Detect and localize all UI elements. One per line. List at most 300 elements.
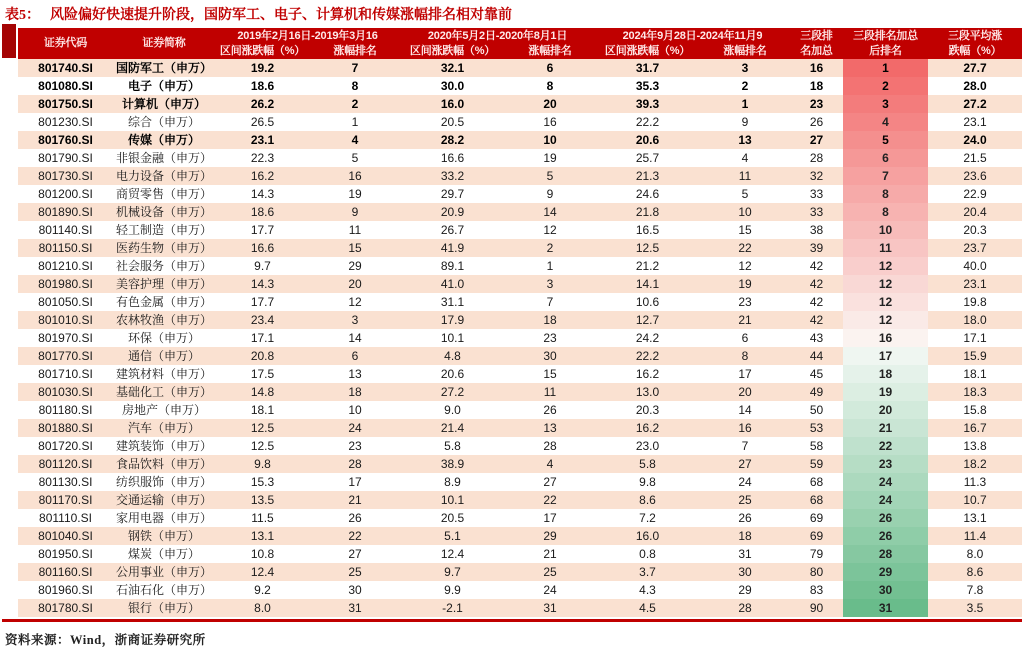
p1-rank-cell: 19 bbox=[348, 187, 362, 201]
p1-change-cell: 12.5 bbox=[250, 439, 275, 453]
p2-rank-cell: 14 bbox=[505, 203, 595, 221]
p1-change-cell: 22.3 bbox=[250, 151, 275, 165]
p1-rank-cell: 18 bbox=[310, 383, 400, 401]
p3-change-cell: 12.5 bbox=[595, 239, 700, 257]
p1-rank-cell: 29 bbox=[348, 259, 362, 273]
p1-rank-cell: 8 bbox=[351, 79, 359, 93]
table-row bbox=[18, 77, 1022, 95]
p3-change-cell: 9.8 bbox=[639, 475, 656, 489]
p3-change-cell: 7.2 bbox=[639, 511, 656, 525]
avg-change-cell: 23.6 bbox=[928, 167, 1022, 185]
security-name-cell: 公用事业（申万） bbox=[113, 563, 215, 581]
p3-rank-cell: 16 bbox=[700, 419, 790, 437]
p2-change-cell: 9.7 bbox=[400, 563, 505, 581]
p1-change-cell: 17.7 bbox=[250, 295, 275, 309]
table-row bbox=[18, 545, 1022, 563]
col-header-name: 证券简称 bbox=[113, 28, 215, 59]
rank-sum-cell: 42 bbox=[790, 275, 843, 293]
p2-change-cell: 41.0 bbox=[400, 275, 505, 293]
p3-rank-cell: 20 bbox=[700, 383, 790, 401]
p3-change-cell: 22.2 bbox=[595, 347, 700, 365]
p1-change-cell: 17.7 bbox=[250, 223, 275, 237]
p3-change-cell: 16.2 bbox=[595, 419, 700, 437]
security-code-cell: 801110.SI bbox=[39, 511, 92, 525]
p3-change-cell: 21.8 bbox=[595, 203, 700, 221]
avg-change-cell: 7.8 bbox=[966, 583, 984, 597]
rank-sum-cell: 38 bbox=[809, 223, 824, 237]
p3-rank-cell: 10 bbox=[700, 203, 790, 221]
p2-rank-cell: 19 bbox=[543, 151, 557, 165]
security-name-cell: 电力设备（申万） bbox=[113, 167, 215, 185]
security-code-cell: 801050.SI bbox=[38, 295, 93, 309]
col-header-p2-rank: 涨幅排名 bbox=[505, 44, 595, 59]
final-rank-cell: 5 bbox=[843, 131, 928, 149]
security-code-cell: 801750.SI bbox=[18, 95, 113, 113]
p3-rank-cell: 27 bbox=[700, 455, 790, 473]
p3-rank-cell: 14 bbox=[738, 403, 752, 417]
p1-rank-cell: 25 bbox=[310, 563, 400, 581]
final-rank-cell: 31 bbox=[843, 599, 928, 617]
security-name-cell: 汽车（申万） bbox=[113, 419, 215, 437]
rank-sum-cell: 28 bbox=[809, 151, 824, 165]
table-row bbox=[18, 167, 1022, 185]
security-name-cell: 银行（申万） bbox=[113, 599, 215, 617]
security-code-cell: 801770.SI bbox=[18, 347, 113, 365]
col-header-p1-rank: 涨幅排名 bbox=[310, 44, 400, 59]
p1-change-cell: 23.4 bbox=[215, 311, 310, 329]
table-row bbox=[18, 329, 1022, 347]
p2-rank-cell: 20 bbox=[505, 95, 595, 113]
p3-rank-cell: 30 bbox=[700, 563, 790, 581]
p1-change-cell: 17.5 bbox=[250, 367, 275, 381]
p3-change-cell: 16.5 bbox=[635, 223, 660, 237]
p1-rank-cell: 11 bbox=[348, 223, 362, 237]
p2-change-cell: 26.7 bbox=[440, 223, 465, 237]
table-row bbox=[18, 581, 1022, 599]
p3-change-cell: 4.5 bbox=[595, 599, 700, 617]
avg-change-cell: 17.1 bbox=[963, 331, 987, 345]
p3-rank-cell: 8 bbox=[700, 347, 790, 365]
p1-rank-cell: 5 bbox=[351, 151, 359, 165]
p3-change-cell: 24.2 bbox=[635, 331, 660, 345]
security-name-cell: 房地产（申万） bbox=[121, 403, 206, 417]
table-row bbox=[18, 527, 1022, 545]
final-rank-cell: 10 bbox=[843, 221, 928, 239]
p2-rank-cell: 9 bbox=[546, 187, 554, 201]
avg-change-cell: 10.7 bbox=[928, 491, 1022, 509]
col-header-p3-rank: 涨幅排名 bbox=[700, 44, 790, 59]
security-name-cell: 钢铁（申万） bbox=[113, 527, 215, 545]
final-rank-cell: 12 bbox=[843, 311, 928, 329]
p2-rank-cell: 15 bbox=[543, 367, 557, 381]
p3-change-cell: 24.6 bbox=[635, 187, 660, 201]
p2-change-cell: 20.9 bbox=[400, 203, 505, 221]
avg-change-cell: 40.0 bbox=[963, 259, 987, 273]
p2-rank-cell: 25 bbox=[505, 563, 595, 581]
p1-rank-cell: 27 bbox=[348, 547, 362, 561]
p2-rank-cell: 5 bbox=[505, 167, 595, 185]
p3-rank-cell: 11 bbox=[700, 167, 790, 185]
security-code-cell: 801980.SI bbox=[18, 275, 113, 293]
p1-rank-cell: 15 bbox=[310, 239, 400, 257]
p2-change-cell: 5.1 bbox=[400, 527, 505, 545]
final-rank-cell: 3 bbox=[843, 95, 928, 113]
security-code-cell: 801210.SI bbox=[38, 259, 93, 273]
rank-sum-cell: 58 bbox=[809, 439, 824, 453]
p1-change-cell: 18.6 bbox=[250, 79, 275, 93]
security-code-cell: 801010.SI bbox=[18, 311, 113, 329]
rank-sum-cell: 80 bbox=[790, 563, 843, 581]
security-name-cell: 煤炭（申万） bbox=[127, 547, 200, 561]
rank-sum-cell: 23 bbox=[790, 95, 843, 113]
final-rank-cell: 4 bbox=[843, 113, 928, 131]
p3-change-cell: 31.7 bbox=[595, 59, 700, 77]
p3-change-cell: 25.7 bbox=[635, 151, 660, 165]
table-row bbox=[18, 419, 1022, 437]
p3-rank-cell: 13 bbox=[700, 131, 790, 149]
p1-rank-cell: 3 bbox=[310, 311, 400, 329]
rank-sum-cell: 69 bbox=[790, 527, 843, 545]
final-rank-cell: 8 bbox=[843, 203, 928, 221]
security-code-cell: 801180.SI bbox=[38, 403, 93, 417]
col-header-final-rank: 三段排名加总 后排名 bbox=[843, 28, 928, 59]
p2-rank-cell: 7 bbox=[546, 295, 554, 309]
table-row bbox=[18, 185, 1022, 203]
p1-rank-cell: 14 bbox=[348, 331, 362, 345]
rank-sum-cell: 32 bbox=[790, 167, 843, 185]
p3-rank-cell: 9 bbox=[741, 115, 749, 129]
p2-change-cell: 20.6 bbox=[440, 367, 465, 381]
security-name-cell: 传媒（申万） bbox=[113, 131, 215, 149]
final-rank-cell: 12 bbox=[843, 275, 928, 293]
final-rank-cell: 17 bbox=[843, 347, 928, 365]
p2-change-cell: 12.4 bbox=[440, 547, 465, 561]
final-rank-cell: 16 bbox=[843, 329, 928, 347]
p2-rank-cell: 13 bbox=[505, 419, 595, 437]
p2-change-cell: 30.0 bbox=[440, 79, 465, 93]
final-rank-cell: 21 bbox=[843, 419, 928, 437]
p3-change-cell: 35.3 bbox=[635, 79, 660, 93]
p2-change-cell: 28.2 bbox=[400, 131, 505, 149]
p2-rank-cell: 8 bbox=[546, 79, 554, 93]
p1-rank-cell: 13 bbox=[348, 367, 362, 381]
table-row bbox=[18, 365, 1022, 383]
avg-change-cell: 18.3 bbox=[928, 383, 1022, 401]
p2-rank-cell: 22 bbox=[505, 491, 595, 509]
p3-rank-cell: 7 bbox=[741, 439, 749, 453]
security-name-cell: 有色金属（申万） bbox=[115, 295, 212, 309]
p2-change-cell: 20.5 bbox=[440, 511, 465, 525]
avg-change-cell: 20.3 bbox=[963, 223, 987, 237]
col-header-period1: 2019年2月16日-2019年3月16 bbox=[215, 28, 400, 44]
p1-rank-cell: 20 bbox=[310, 275, 400, 293]
final-rank-cell: 29 bbox=[843, 563, 928, 581]
security-code-cell: 801200.SI bbox=[38, 187, 93, 201]
p3-rank-cell: 12 bbox=[738, 259, 752, 273]
p3-change-cell: 0.8 bbox=[639, 547, 656, 561]
final-rank-cell: 12 bbox=[843, 257, 928, 275]
p2-change-cell: 31.1 bbox=[440, 295, 465, 309]
p2-change-cell: 16.6 bbox=[440, 151, 465, 165]
security-name-cell: 食品饮料（申万） bbox=[113, 455, 215, 473]
p1-rank-cell: 10 bbox=[348, 403, 362, 417]
p3-rank-cell: 21 bbox=[700, 311, 790, 329]
rank-sum-cell: 42 bbox=[790, 311, 843, 329]
final-rank-cell: 20 bbox=[843, 401, 928, 419]
table-row bbox=[18, 113, 1022, 131]
p1-rank-cell: 16 bbox=[310, 167, 400, 185]
avg-change-cell: 15.8 bbox=[963, 403, 987, 417]
p1-rank-cell: 6 bbox=[310, 347, 400, 365]
p1-change-cell: 20.8 bbox=[215, 347, 310, 365]
p1-change-cell: 26.5 bbox=[250, 115, 275, 129]
security-name-cell: 机械设备（申万） bbox=[113, 203, 215, 221]
table-body bbox=[18, 59, 1022, 617]
avg-change-cell: 18.0 bbox=[928, 311, 1022, 329]
p2-rank-cell: 16 bbox=[543, 115, 557, 129]
p1-change-cell: 16.6 bbox=[215, 239, 310, 257]
rank-sum-cell: 27 bbox=[790, 131, 843, 149]
p2-change-cell: 38.9 bbox=[400, 455, 505, 473]
p3-change-cell: 3.7 bbox=[595, 563, 700, 581]
p3-change-cell: 10.6 bbox=[635, 295, 660, 309]
page-title bbox=[5, 4, 1019, 24]
avg-change-cell: 8.0 bbox=[966, 547, 984, 561]
p2-rank-cell: 4 bbox=[505, 455, 595, 473]
p1-rank-cell: 24 bbox=[310, 419, 400, 437]
security-code-cell: 801150.SI bbox=[18, 239, 113, 257]
table-title-text: 风险偏好快速提升阶段，国防军工、电子、计算机和传媒涨幅排名相对靠前 bbox=[50, 8, 512, 23]
p2-change-cell: 32.1 bbox=[400, 59, 505, 77]
p1-change-cell: 23.1 bbox=[215, 131, 310, 149]
rank-sum-cell: 33 bbox=[809, 187, 824, 201]
p2-rank-cell: 28 bbox=[543, 439, 557, 453]
col-header-period3: 2024年9月28日-2024年11月9 bbox=[595, 28, 790, 44]
security-code-cell: 801720.SI bbox=[38, 439, 93, 453]
avg-change-cell: 23.7 bbox=[928, 239, 1022, 257]
p1-change-cell: 13.5 bbox=[215, 491, 310, 509]
p3-rank-cell: 5 bbox=[741, 187, 749, 201]
security-name-cell: 电子（申万） bbox=[127, 79, 200, 93]
rank-sum-cell: 79 bbox=[809, 547, 824, 561]
rank-sum-cell: 49 bbox=[790, 383, 843, 401]
p3-rank-cell: 1 bbox=[700, 95, 790, 113]
security-name-cell: 商贸零售（申万） bbox=[115, 187, 212, 201]
p2-change-cell: 9.0 bbox=[444, 403, 461, 417]
security-code-cell: 801030.SI bbox=[18, 383, 113, 401]
p3-rank-cell: 19 bbox=[700, 275, 790, 293]
avg-change-cell: 18.1 bbox=[963, 367, 987, 381]
security-name-cell: 通信（申万） bbox=[113, 347, 215, 365]
security-code-cell: 801160.SI bbox=[18, 563, 113, 581]
p2-rank-cell: 17 bbox=[543, 511, 557, 525]
security-name-cell: 交通运输（申万） bbox=[113, 491, 215, 509]
p3-change-cell: 16.0 bbox=[595, 527, 700, 545]
avg-change-cell: 24.0 bbox=[928, 131, 1022, 149]
final-rank-cell: 2 bbox=[843, 77, 928, 95]
p3-rank-cell: 15 bbox=[738, 223, 752, 237]
p1-change-cell: 19.2 bbox=[215, 59, 310, 77]
avg-change-cell: 11.4 bbox=[928, 527, 1022, 545]
p1-change-cell: 14.8 bbox=[215, 383, 310, 401]
header-accent-bar bbox=[2, 24, 16, 58]
rank-sum-cell: 83 bbox=[809, 583, 824, 597]
col-header-p1-change: 区间涨跌幅（%） bbox=[215, 44, 310, 59]
final-rank-cell: 24 bbox=[843, 473, 928, 491]
security-name-cell: 计算机（申万） bbox=[113, 95, 215, 113]
source-note: 资料来源：Wind，浙商证券研究所 bbox=[5, 633, 206, 647]
avg-change-cell: 18.2 bbox=[928, 455, 1022, 473]
p2-rank-cell: 18 bbox=[505, 311, 595, 329]
p3-change-cell: 20.6 bbox=[595, 131, 700, 149]
p2-rank-cell: 31 bbox=[505, 599, 595, 617]
final-rank-cell: 23 bbox=[843, 455, 928, 473]
table-row bbox=[18, 437, 1022, 455]
security-name-cell: 美容护理（申万） bbox=[113, 275, 215, 293]
final-rank-cell: 6 bbox=[843, 149, 928, 167]
rank-sum-cell: 68 bbox=[809, 475, 824, 489]
rank-sum-cell: 43 bbox=[809, 331, 824, 345]
p1-change-cell: 9.7 bbox=[254, 259, 271, 273]
p2-rank-cell: 27 bbox=[543, 475, 557, 489]
rank-sum-cell: 33 bbox=[790, 203, 843, 221]
rank-sum-cell: 53 bbox=[790, 419, 843, 437]
rank-sum-cell: 44 bbox=[790, 347, 843, 365]
p1-rank-cell: 2 bbox=[310, 95, 400, 113]
table-row bbox=[18, 473, 1022, 491]
p2-change-cell: -2.1 bbox=[400, 599, 505, 617]
p3-rank-cell: 4 bbox=[741, 151, 749, 165]
security-name-cell: 轻工制造（申万） bbox=[115, 223, 212, 237]
rank-sum-cell: 90 bbox=[790, 599, 843, 617]
avg-change-cell: 13.8 bbox=[963, 439, 987, 453]
p1-change-cell: 9.8 bbox=[215, 455, 310, 473]
security-name-cell: 综合（申万） bbox=[127, 115, 200, 129]
final-rank-cell: 7 bbox=[843, 167, 928, 185]
security-code-cell: 801780.SI bbox=[18, 599, 113, 617]
p3-change-cell: 23.0 bbox=[635, 439, 660, 453]
p1-rank-cell: 12 bbox=[348, 295, 362, 309]
table-row bbox=[18, 599, 1022, 617]
p3-rank-cell: 24 bbox=[738, 475, 752, 489]
p1-rank-cell: 21 bbox=[310, 491, 400, 509]
p1-rank-cell: 1 bbox=[351, 115, 359, 129]
table-row bbox=[18, 257, 1022, 275]
p1-rank-cell: 9 bbox=[310, 203, 400, 221]
security-code-cell: 801080.SI bbox=[38, 79, 93, 93]
final-rank-cell: 11 bbox=[843, 239, 928, 257]
avg-change-cell: 21.5 bbox=[963, 151, 987, 165]
p1-change-cell: 8.0 bbox=[215, 599, 310, 617]
col-header-code: 证券代码 bbox=[18, 28, 113, 59]
p3-change-cell: 8.6 bbox=[595, 491, 700, 509]
final-rank-cell: 30 bbox=[843, 581, 928, 599]
table-number-tag: 表5： bbox=[5, 8, 40, 23]
p1-rank-cell: 31 bbox=[310, 599, 400, 617]
p2-change-cell: 89.1 bbox=[440, 259, 465, 273]
col-header-rank-sum: 三段排 名加总 bbox=[790, 28, 843, 59]
security-code-cell: 801230.SI bbox=[38, 115, 93, 129]
p2-rank-cell: 30 bbox=[505, 347, 595, 365]
avg-change-cell: 13.1 bbox=[963, 511, 987, 525]
p1-rank-cell: 17 bbox=[348, 475, 362, 489]
rank-sum-cell: 42 bbox=[809, 259, 824, 273]
p1-change-cell: 12.4 bbox=[215, 563, 310, 581]
p2-change-cell: 29.7 bbox=[440, 187, 465, 201]
security-code-cell: 801790.SI bbox=[38, 151, 93, 165]
security-code-cell: 801140.SI bbox=[38, 223, 93, 237]
p3-change-cell: 20.3 bbox=[635, 403, 660, 417]
p3-rank-cell: 6 bbox=[741, 331, 749, 345]
security-name-cell: 建筑材料（申万） bbox=[115, 367, 212, 381]
security-name-cell: 医药生物（申万） bbox=[113, 239, 215, 257]
rank-sum-cell: 68 bbox=[790, 491, 843, 509]
p2-rank-cell: 21 bbox=[543, 547, 557, 561]
p2-change-cell: 27.2 bbox=[400, 383, 505, 401]
security-name-cell: 家用电器（申万） bbox=[115, 511, 212, 525]
final-rank-cell: 26 bbox=[843, 527, 928, 545]
security-code-cell: 801890.SI bbox=[18, 203, 113, 221]
p1-change-cell: 10.8 bbox=[250, 547, 275, 561]
security-name-cell: 基础化工（申万） bbox=[113, 383, 215, 401]
rank-sum-cell: 18 bbox=[809, 79, 824, 93]
p2-rank-cell: 24 bbox=[543, 583, 557, 597]
security-name-cell: 农林牧渔（申万） bbox=[113, 311, 215, 329]
rank-sum-cell: 69 bbox=[809, 511, 824, 525]
final-rank-cell: 19 bbox=[843, 383, 928, 401]
p1-change-cell: 16.2 bbox=[215, 167, 310, 185]
p3-change-cell: 4.3 bbox=[639, 583, 656, 597]
p2-change-cell: 17.9 bbox=[400, 311, 505, 329]
table-row bbox=[18, 149, 1022, 167]
p2-change-cell: 9.9 bbox=[444, 583, 461, 597]
final-rank-cell: 22 bbox=[843, 437, 928, 455]
table-row bbox=[18, 563, 1022, 581]
p2-change-cell: 10.1 bbox=[440, 331, 465, 345]
rank-sum-cell: 39 bbox=[790, 239, 843, 257]
rank-sum-cell: 59 bbox=[790, 455, 843, 473]
security-name-cell: 社会服务（申万） bbox=[115, 259, 212, 273]
p1-change-cell: 9.2 bbox=[254, 583, 271, 597]
p1-rank-cell: 26 bbox=[348, 511, 362, 525]
table-row bbox=[18, 383, 1022, 401]
table-row bbox=[18, 293, 1022, 311]
p2-change-cell: 5.8 bbox=[444, 439, 461, 453]
p1-rank-cell: 23 bbox=[348, 439, 362, 453]
final-rank-cell: 18 bbox=[843, 365, 928, 383]
security-code-cell: 801970.SI bbox=[38, 331, 93, 345]
p3-change-cell: 14.1 bbox=[595, 275, 700, 293]
p3-change-cell: 22.2 bbox=[635, 115, 660, 129]
security-code-cell: 801130.SI bbox=[38, 475, 93, 489]
p2-rank-cell: 11 bbox=[505, 383, 595, 401]
p1-change-cell: 18.6 bbox=[215, 203, 310, 221]
security-name-cell: 国防军工（申万） bbox=[113, 59, 215, 77]
security-name-cell: 环保（申万） bbox=[127, 331, 200, 345]
p3-change-cell: 21.3 bbox=[595, 167, 700, 185]
p2-change-cell: 4.8 bbox=[400, 347, 505, 365]
table-row bbox=[18, 401, 1022, 419]
p2-rank-cell: 26 bbox=[543, 403, 557, 417]
p1-change-cell: 11.5 bbox=[251, 511, 274, 525]
avg-change-cell: 27.2 bbox=[928, 95, 1022, 113]
avg-change-cell: 15.9 bbox=[928, 347, 1022, 365]
avg-change-cell: 16.7 bbox=[928, 419, 1022, 437]
p1-change-cell: 14.3 bbox=[215, 275, 310, 293]
p1-change-cell: 14.3 bbox=[250, 187, 275, 201]
p3-rank-cell: 28 bbox=[700, 599, 790, 617]
col-header-p3-change: 区间涨跌幅（%） bbox=[595, 44, 700, 59]
